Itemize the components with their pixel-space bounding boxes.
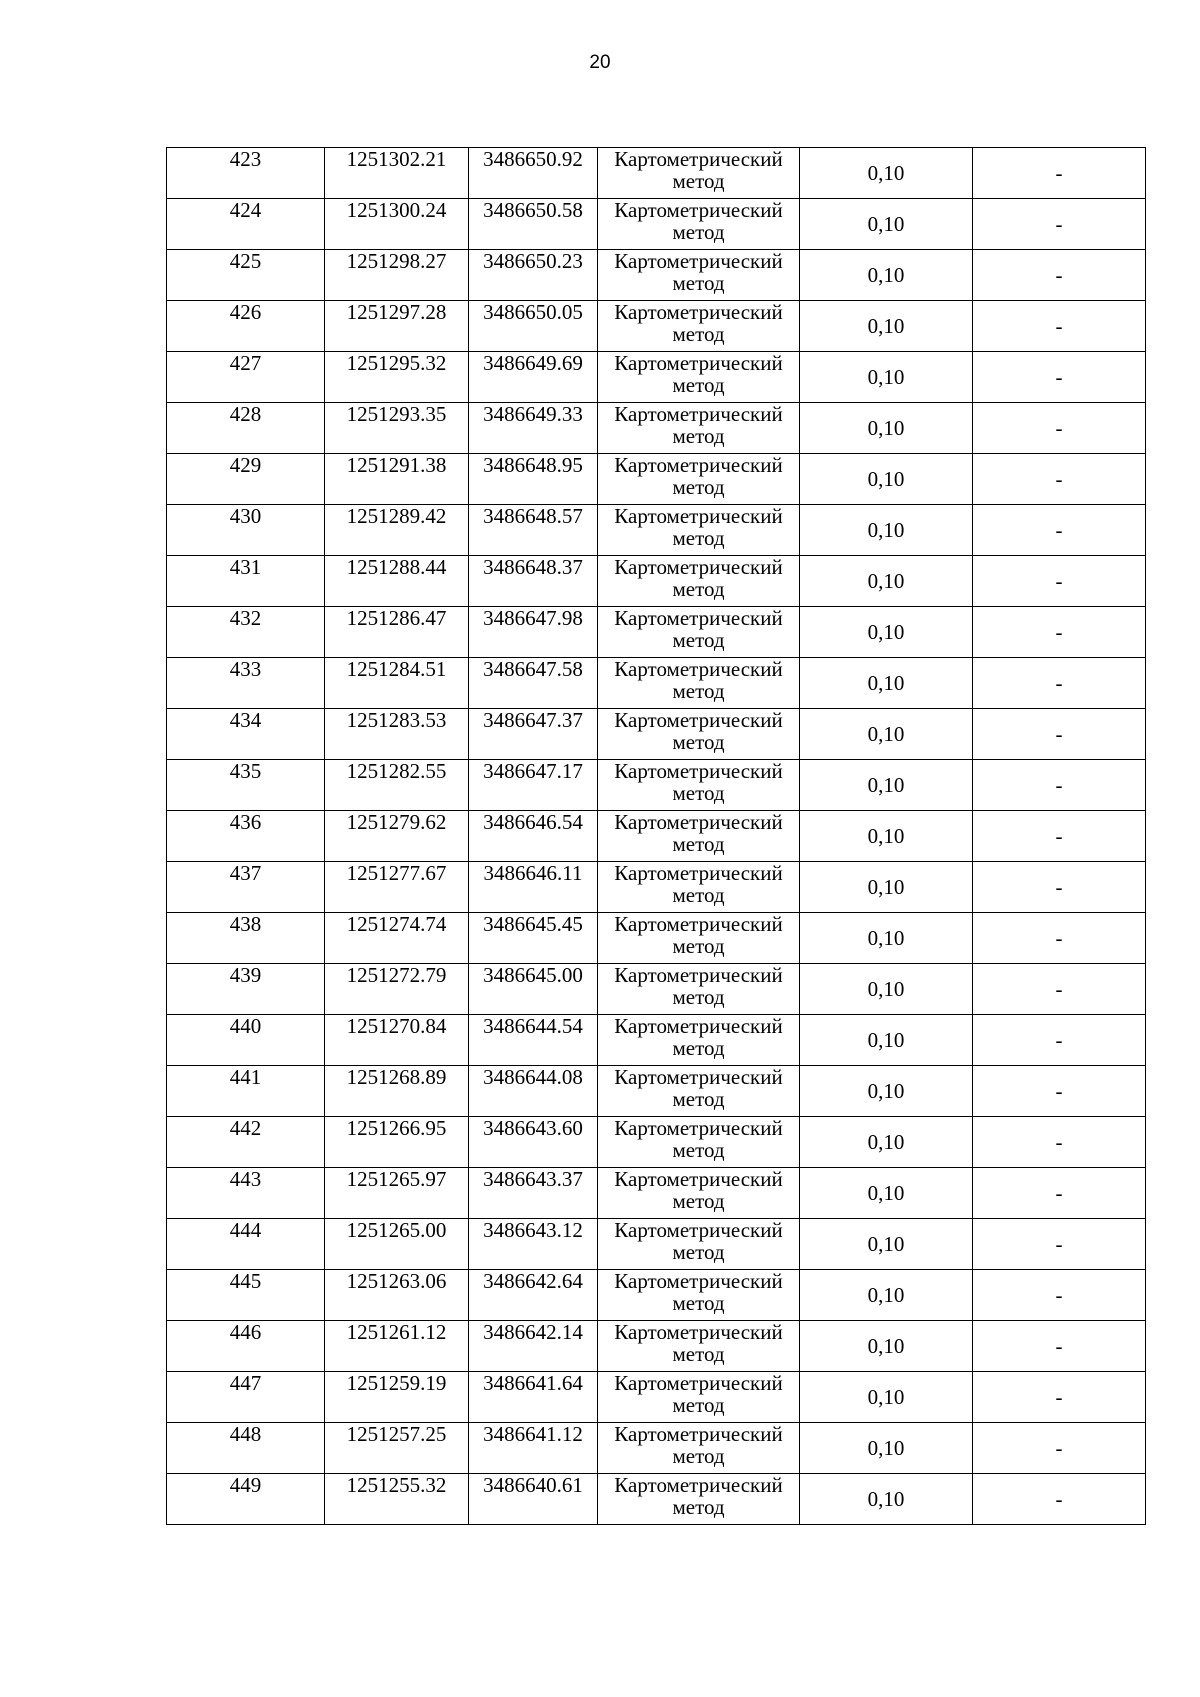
method-cell [598,1015,800,1066]
method-line: метод [672,1240,725,1264]
x-coordinate-cell: 1251279.62 [325,811,469,862]
method-line: Картометрический [614,249,783,273]
y-coordinate-cell: 3486647.37 [469,709,598,760]
note-cell: - [973,1066,1146,1117]
y-coordinate-cell: 3486647.58 [469,658,598,709]
accuracy-cell: 0,10 [800,352,973,403]
point-number-cell: 446 [167,1321,325,1372]
note-cell: - [973,913,1146,964]
method-line: Картометрический [614,453,783,477]
y-coordinate-cell: 3486641.64 [469,1372,598,1423]
method-cell [598,1066,800,1117]
table-row [167,250,1146,301]
table-row [167,454,1146,505]
note-cell: - [973,1117,1146,1168]
point-number-cell: 429 [167,454,325,505]
point-number-cell: 449 [167,1474,325,1525]
method-line: Картометрический [614,861,783,885]
x-coordinate-cell: 1251270.84 [325,1015,469,1066]
point-number-cell: 435 [167,760,325,811]
x-coordinate-cell: 1251259.19 [325,1372,469,1423]
method-line: метод [672,1291,725,1315]
accuracy-cell: 0,10 [800,454,973,505]
method-cell [598,250,800,301]
page-number: 20 [589,52,611,73]
method-line: метод [672,730,725,754]
accuracy-cell: 0,10 [800,250,973,301]
method-line: метод [672,1036,725,1060]
method-line: метод [672,1444,725,1468]
method-line: метод [672,373,725,397]
method-cell [598,403,800,454]
table-row [167,1372,1146,1423]
method-line: Картометрический [614,1371,783,1395]
method-line: Картометрический [614,912,783,936]
x-coordinate-cell: 1251274.74 [325,913,469,964]
method-line: метод [672,985,725,1009]
x-coordinate-cell: 1251293.35 [325,403,469,454]
method-cell [598,1270,800,1321]
point-number-cell: 447 [167,1372,325,1423]
y-coordinate-cell: 3486643.60 [469,1117,598,1168]
x-coordinate-cell: 1251268.89 [325,1066,469,1117]
method-line: метод [672,1189,725,1213]
method-line: метод [672,1495,725,1519]
table-row [167,1015,1146,1066]
table-row [167,760,1146,811]
point-number-cell: 440 [167,1015,325,1066]
note-cell: - [973,862,1146,913]
point-number-cell: 443 [167,1168,325,1219]
x-coordinate-cell: 1251297.28 [325,301,469,352]
note-cell: - [973,148,1146,199]
x-coordinate-cell: 1251295.32 [325,352,469,403]
method-line: Картометрический [614,1218,783,1242]
note-cell: - [973,964,1146,1015]
table-row [167,301,1146,352]
method-line: метод [672,628,725,652]
point-number-cell: 430 [167,505,325,556]
accuracy-cell: 0,10 [800,403,973,454]
method-line: Картометрический [614,759,783,783]
method-cell [598,658,800,709]
table-row [167,1270,1146,1321]
x-coordinate-cell: 1251266.95 [325,1117,469,1168]
accuracy-cell: 0,10 [800,1219,973,1270]
table-row [167,607,1146,658]
point-number-cell: 424 [167,199,325,250]
method-cell [598,964,800,1015]
table-row [167,1219,1146,1270]
point-number-cell: 441 [167,1066,325,1117]
x-coordinate-cell: 1251302.21 [325,148,469,199]
accuracy-cell: 0,10 [800,1474,973,1525]
method-cell [598,1168,800,1219]
method-cell [598,913,800,964]
note-cell: - [973,1321,1146,1372]
point-number-cell: 428 [167,403,325,454]
point-number-cell: 437 [167,862,325,913]
method-cell [598,199,800,250]
y-coordinate-cell: 3486650.92 [469,148,598,199]
y-coordinate-cell: 3486649.69 [469,352,598,403]
method-cell [598,148,800,199]
table-row [167,403,1146,454]
method-cell [598,1423,800,1474]
table-row [167,1168,1146,1219]
method-line: Картометрический [614,708,783,732]
accuracy-cell: 0,10 [800,607,973,658]
x-coordinate-cell: 1251291.38 [325,454,469,505]
method-line: метод [672,271,725,295]
table-row [167,199,1146,250]
accuracy-cell: 0,10 [800,1372,973,1423]
method-line: метод [672,1087,725,1111]
y-coordinate-cell: 3486644.08 [469,1066,598,1117]
x-coordinate-cell: 1251265.97 [325,1168,469,1219]
table-row [167,709,1146,760]
method-line: Картометрический [614,300,783,324]
accuracy-cell: 0,10 [800,1015,973,1066]
accuracy-cell: 0,10 [800,556,973,607]
method-cell [598,1474,800,1525]
method-line: метод [672,781,725,805]
table-row [167,862,1146,913]
method-line: Картометрический [614,1167,783,1191]
accuracy-cell: 0,10 [800,760,973,811]
note-cell: - [973,1015,1146,1066]
method-line: Картометрический [614,657,783,681]
accuracy-cell: 0,10 [800,1117,973,1168]
point-number-cell: 448 [167,1423,325,1474]
note-cell: - [973,403,1146,454]
note-cell: - [973,760,1146,811]
method-cell [598,607,800,658]
method-line: метод [672,883,725,907]
method-cell [598,1117,800,1168]
note-cell: - [973,709,1146,760]
y-coordinate-cell: 3486650.05 [469,301,598,352]
note-cell: - [973,454,1146,505]
method-cell [598,556,800,607]
method-line: метод [672,1342,725,1366]
y-coordinate-cell: 3486644.54 [469,1015,598,1066]
table-row [167,352,1146,403]
method-line: метод [672,577,725,601]
accuracy-cell: 0,10 [800,1321,973,1372]
y-coordinate-cell: 3486642.64 [469,1270,598,1321]
y-coordinate-cell: 3486646.11 [469,862,598,913]
point-number-cell: 442 [167,1117,325,1168]
x-coordinate-cell: 1251263.06 [325,1270,469,1321]
method-line: метод [672,679,725,703]
point-number-cell: 431 [167,556,325,607]
method-line: метод [672,526,725,550]
y-coordinate-cell: 3486647.98 [469,607,598,658]
x-coordinate-cell: 1251283.53 [325,709,469,760]
y-coordinate-cell: 3486643.37 [469,1168,598,1219]
table-row [167,913,1146,964]
table-row [167,505,1146,556]
note-cell: - [973,658,1146,709]
method-cell [598,1321,800,1372]
method-line: Картометрический [614,606,783,630]
method-line: Картометрический [614,147,783,171]
point-number-cell: 427 [167,352,325,403]
x-coordinate-cell: 1251272.79 [325,964,469,1015]
note-cell: - [973,1372,1146,1423]
method-line: Картометрический [614,198,783,222]
x-coordinate-cell: 1251288.44 [325,556,469,607]
y-coordinate-cell: 3486649.33 [469,403,598,454]
y-coordinate-cell: 3486643.12 [469,1219,598,1270]
accuracy-cell: 0,10 [800,862,973,913]
note-cell: - [973,505,1146,556]
accuracy-cell: 0,10 [800,1168,973,1219]
y-coordinate-cell: 3486648.37 [469,556,598,607]
point-number-cell: 445 [167,1270,325,1321]
x-coordinate-cell: 1251284.51 [325,658,469,709]
method-cell [598,1372,800,1423]
method-cell [598,505,800,556]
note-cell: - [973,1270,1146,1321]
method-line: метод [672,475,725,499]
method-cell [598,862,800,913]
note-cell: - [973,556,1146,607]
y-coordinate-cell: 3486647.17 [469,760,598,811]
note-cell: - [973,301,1146,352]
point-number-cell: 432 [167,607,325,658]
point-number-cell: 436 [167,811,325,862]
table-row [167,964,1146,1015]
point-number-cell: 438 [167,913,325,964]
method-line: Картометрический [614,1014,783,1038]
method-line: метод [672,220,725,244]
method-line: метод [672,424,725,448]
method-line: Картометрический [614,1269,783,1293]
y-coordinate-cell: 3486646.54 [469,811,598,862]
note-cell: - [973,250,1146,301]
y-coordinate-cell: 3486648.95 [469,454,598,505]
accuracy-cell: 0,10 [800,709,973,760]
table-row [167,1066,1146,1117]
y-coordinate-cell: 3486648.57 [469,505,598,556]
note-cell: - [973,352,1146,403]
y-coordinate-cell: 3486642.14 [469,1321,598,1372]
coordinates-table-body [167,148,1146,1525]
method-cell [598,811,800,862]
y-coordinate-cell: 3486641.12 [469,1423,598,1474]
method-line: метод [672,832,725,856]
method-line: метод [672,934,725,958]
x-coordinate-cell: 1251261.12 [325,1321,469,1372]
y-coordinate-cell: 3486645.00 [469,964,598,1015]
coordinates-table [166,147,1146,1525]
method-cell [598,352,800,403]
method-cell [598,760,800,811]
accuracy-cell: 0,10 [800,913,973,964]
x-coordinate-cell: 1251300.24 [325,199,469,250]
accuracy-cell: 0,10 [800,1270,973,1321]
point-number-cell: 425 [167,250,325,301]
method-line: Картометрический [614,351,783,375]
point-number-cell: 444 [167,1219,325,1270]
x-coordinate-cell: 1251298.27 [325,250,469,301]
method-line: Картометрический [614,504,783,528]
accuracy-cell: 0,10 [800,301,973,352]
accuracy-cell: 0,10 [800,964,973,1015]
table-row [167,658,1146,709]
method-line: Картометрический [614,1320,783,1344]
y-coordinate-cell: 3486640.61 [469,1474,598,1525]
point-number-cell: 439 [167,964,325,1015]
method-cell [598,301,800,352]
y-coordinate-cell: 3486650.23 [469,250,598,301]
accuracy-cell: 0,10 [800,658,973,709]
method-cell [598,1219,800,1270]
method-line: Картометрический [614,1065,783,1089]
method-line: метод [672,1393,725,1417]
table-row [167,148,1146,199]
method-line: метод [672,322,725,346]
method-cell [598,709,800,760]
note-cell: - [973,811,1146,862]
method-line: Картометрический [614,963,783,987]
accuracy-cell: 0,10 [800,199,973,250]
accuracy-cell: 0,10 [800,505,973,556]
accuracy-cell: 0,10 [800,811,973,862]
method-line: Картометрический [614,1116,783,1140]
method-line: метод [672,1138,725,1162]
point-number-cell: 426 [167,301,325,352]
accuracy-cell: 0,10 [800,1423,973,1474]
accuracy-cell: 0,10 [800,148,973,199]
table-row [167,556,1146,607]
method-line: метод [672,169,725,193]
table-row [167,811,1146,862]
table-row [167,1321,1146,1372]
y-coordinate-cell: 3486645.45 [469,913,598,964]
note-cell: - [973,1219,1146,1270]
table-row [167,1423,1146,1474]
x-coordinate-cell: 1251265.00 [325,1219,469,1270]
y-coordinate-cell: 3486650.58 [469,199,598,250]
method-line: Картометрический [614,810,783,834]
x-coordinate-cell: 1251255.32 [325,1474,469,1525]
method-cell [598,454,800,505]
method-line: Картометрический [614,1422,783,1446]
x-coordinate-cell: 1251289.42 [325,505,469,556]
method-line: Картометрический [614,1473,783,1497]
accuracy-cell: 0,10 [800,1066,973,1117]
note-cell: - [973,1423,1146,1474]
note-cell: - [973,607,1146,658]
method-line: Картометрический [614,555,783,579]
x-coordinate-cell: 1251257.25 [325,1423,469,1474]
table-row [167,1474,1146,1525]
point-number-cell: 433 [167,658,325,709]
table-row [167,1117,1146,1168]
note-cell: - [973,1474,1146,1525]
note-cell: - [973,1168,1146,1219]
note-cell: - [973,199,1146,250]
x-coordinate-cell: 1251277.67 [325,862,469,913]
x-coordinate-cell: 1251282.55 [325,760,469,811]
x-coordinate-cell: 1251286.47 [325,607,469,658]
point-number-cell: 423 [167,148,325,199]
method-line: Картометрический [614,402,783,426]
point-number-cell: 434 [167,709,325,760]
